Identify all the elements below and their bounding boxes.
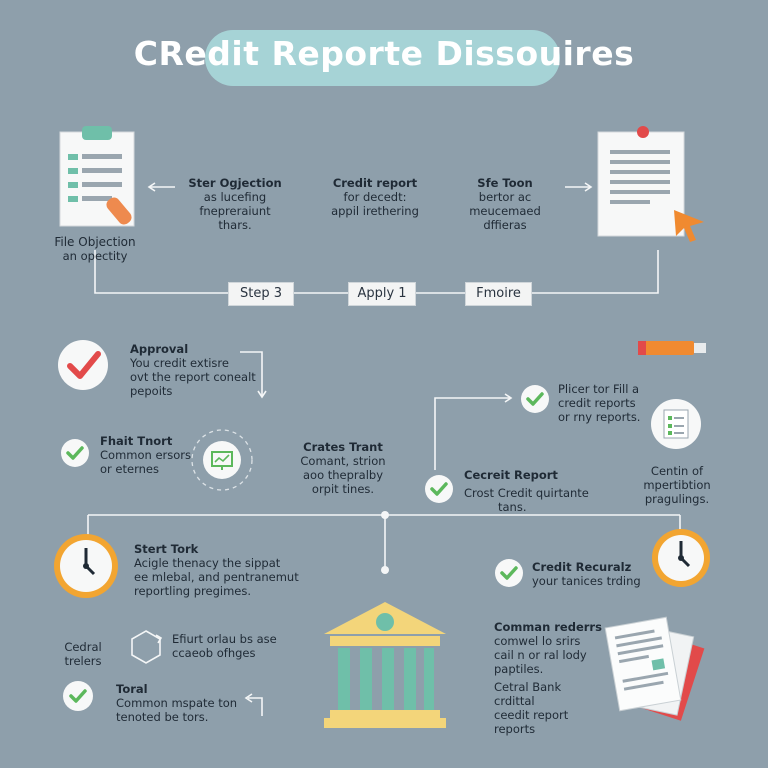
right-top-line: or rny reports.: [558, 410, 641, 424]
credit-recurals-title: Credit Recuralz: [532, 560, 632, 574]
col2-line: appil irethering: [331, 204, 419, 218]
toral-title: Toral: [116, 682, 148, 696]
common-title: Comman rederrs: [494, 620, 602, 634]
col3-line: meucemaed: [469, 204, 541, 218]
toral-line: Common mspate ton: [116, 696, 238, 710]
monitor-chart-icon: [202, 440, 242, 480]
credit-report-title: Cecreit Report: [464, 468, 558, 482]
fmoire-box[interactable]: Fmoire: [465, 282, 532, 306]
bank-building-icon: [320, 598, 450, 732]
crates-title: Crates Trant: [303, 440, 383, 454]
approval-title: Approval: [130, 342, 189, 356]
check-circle-icon: [60, 438, 90, 468]
right-top-line: Plicer tor Fill a: [558, 382, 640, 396]
document-cursor-icon: [596, 124, 708, 244]
approval-line: ovt the report conealt: [130, 370, 256, 384]
document-stack-icon: [598, 612, 710, 732]
file-objection-label: File Objection: [54, 235, 136, 249]
col1-title: Ster Ogjection: [188, 176, 282, 190]
approval-check-icon: [56, 338, 110, 392]
approval-line: You credit extisre: [130, 356, 229, 370]
apply-1-box[interactable]: Apply 1: [348, 282, 416, 306]
central-bank-line: ceedit report: [494, 708, 569, 722]
efiurt-line: Efiurt orlau bs ase: [172, 632, 277, 646]
check-circle-icon: [62, 680, 94, 712]
clock-icon: [52, 532, 120, 600]
credit-report-line: tans.: [498, 500, 527, 514]
start-title: Stert Tork: [134, 542, 199, 556]
check-circle-icon: [494, 558, 524, 588]
col3-title: Sfe Toon: [477, 176, 533, 190]
hexagon-cycle-icon: [128, 628, 164, 666]
right-top-line: credit reports: [558, 396, 636, 410]
col1-line: thars.: [218, 218, 252, 232]
centin-line: pragulings.: [644, 492, 710, 506]
centin-line: Centin of: [650, 464, 704, 478]
common-line: paptiles.: [494, 662, 544, 676]
efiurt-line: ccaeob ofhges: [172, 646, 256, 660]
start-line: reportling pregimes.: [134, 584, 252, 598]
check-circle-icon: [520, 384, 550, 414]
central-bank-line: crdittal: [494, 694, 535, 708]
cedral-line: trelers: [64, 654, 102, 668]
clock-icon: [650, 527, 712, 589]
start-line: Acigle thenacy the sippat: [134, 556, 281, 570]
common-line: comwel lo srirs: [494, 634, 581, 648]
file-objection-sublabel: an opectity: [62, 249, 128, 263]
marker-pen-icon: [636, 338, 708, 358]
clipboard-document-icon: [58, 124, 142, 230]
col2-title: Credit report: [332, 176, 418, 190]
approval-line: pepoits: [130, 384, 173, 398]
cedral-line: Cedral: [64, 640, 102, 654]
step-3-box[interactable]: Step 3: [228, 282, 294, 306]
central-bank-title: Cetral Bank: [494, 680, 562, 694]
report-list-icon: [650, 398, 702, 450]
fhait-line: Common ersors: [100, 448, 192, 462]
fhait-line: or eternes: [100, 462, 159, 476]
credit-recurals-line: your tanices trding: [532, 574, 641, 588]
check-circle-icon: [424, 474, 454, 504]
crates-line: aoo thepralby: [302, 468, 384, 482]
common-line: cail n or ral lody: [494, 648, 587, 662]
toral-line: tenoted be tors.: [116, 710, 209, 724]
col1-line: as lucefing: [203, 190, 267, 204]
centin-line: mpertibtion: [643, 478, 711, 492]
col3-line: dffieras: [483, 218, 527, 232]
fhait-title: Fhait Tnort: [100, 434, 173, 448]
page-title: CRedit Reporte Dissouires: [133, 34, 635, 73]
col3-line: bertor ac: [478, 190, 532, 204]
col1-line: fnepreraiunt: [199, 204, 271, 218]
central-bank-line: reports: [494, 722, 536, 736]
crates-line: Comant, strion: [300, 454, 386, 468]
crates-line: orpit tines.: [311, 482, 375, 496]
col2-line: for decedt:: [343, 190, 407, 204]
credit-report-line: Crost Credit quirtante: [464, 486, 589, 500]
start-line: ee mlebal, and pentranemut: [134, 570, 299, 584]
